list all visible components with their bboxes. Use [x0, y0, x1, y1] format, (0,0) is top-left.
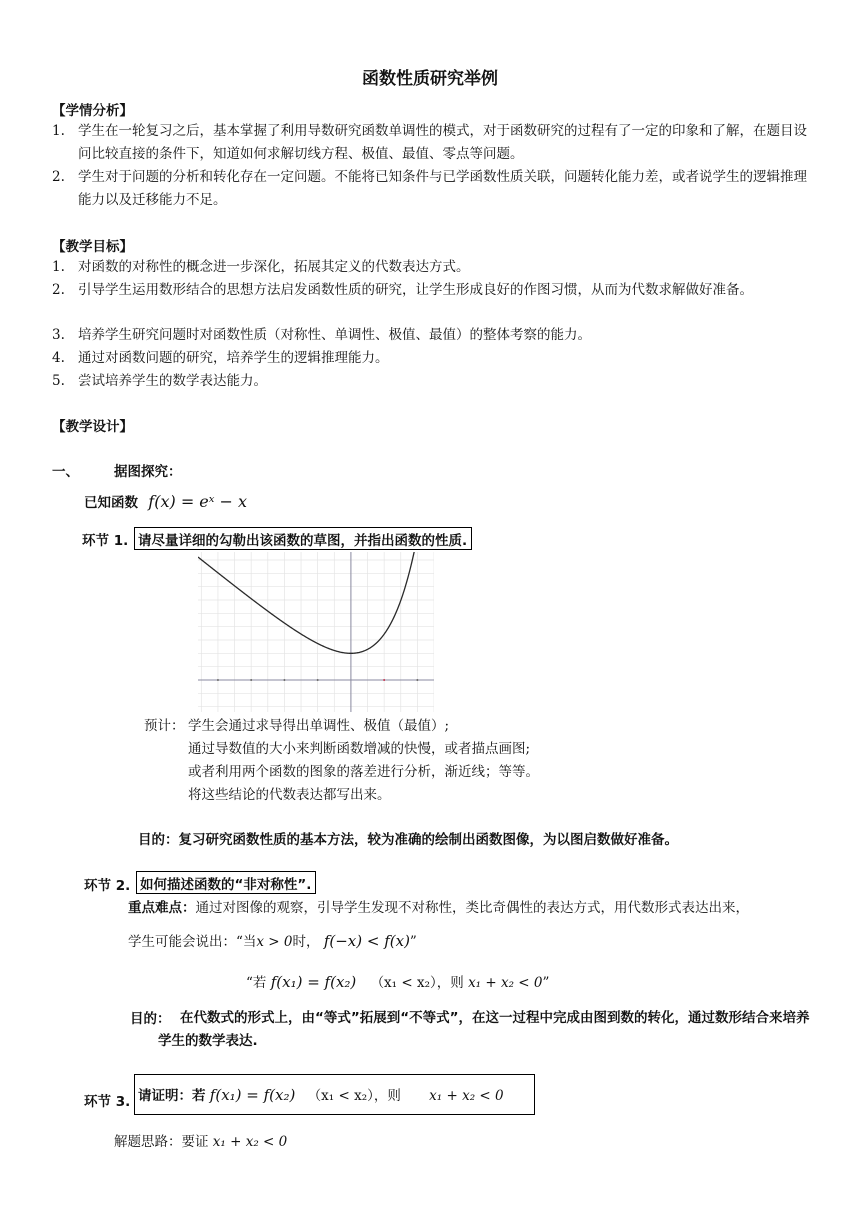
task-cond: （x₁ < x₂），则 [307, 1088, 401, 1104]
item-text: 尝试培养学生的数学表达能力。 [78, 373, 267, 389]
item-text: 通过对函数问题的研究，培养学生的逻辑推理能力。 [78, 350, 389, 366]
page-title: 函数性质研究举例 [362, 69, 498, 89]
key-label: 重点难点： [128, 900, 196, 916]
section-heading-analysis: 【学情分析】 [52, 103, 133, 119]
step2-line3 [246, 971, 549, 991]
line2-end: ” [409, 934, 417, 950]
line3-result: x₁ + x₂ < 0 [468, 975, 543, 991]
analysis-item-1 [52, 120, 812, 166]
hint-formula: x₁ + x₂ < 0 [212, 1134, 288, 1150]
predict-line-2: 通过导数值的大小来判断函数增减的快慢，或者描点画图; [188, 741, 531, 757]
line2-prefix: 学生可能会说出：“当 [128, 934, 257, 950]
x-tick-mark [383, 679, 385, 681]
line2-formula: f(−x) < f(x) [323, 932, 410, 950]
section-heading-design: 【教学设计】 [52, 419, 133, 435]
item-text: 学生在一轮复习之后，基本掌握了利用导数研究函数单调性的模式，对于函数研究的过程有了一定的印象和了解，在题目设问比较直接的条件下，知道如何求解切线方程、极值、最值、零点等问题。 [78, 123, 807, 162]
item-text: 学生对于问题的分析和转化存在一定问题。不能将已知条件与已学函数性质关联，问题转化能力差，或者说学生的逻辑推理能力以及迁移能力不足。 [78, 169, 807, 208]
item-number: 3. [52, 327, 65, 343]
x-tick-mark [250, 679, 252, 681]
predict-line-1: 学生会通过求导得出单调性、极值（最值）; [188, 718, 450, 734]
predict-line-3: 或者利用两个函数的图象的落差进行分析，渐近线；等等。 [188, 764, 539, 780]
x-tick-mark [317, 679, 319, 681]
item-text: 引导学生运用数形结合的思想方法启发函数性质的研究，让学生形成良好的作图习惯，从而为代数求解做好准备。 [78, 282, 753, 298]
x-tick-mark [416, 679, 418, 681]
goal-item-3 [52, 324, 812, 347]
task-prefix: 请证明：若 [138, 1088, 206, 1104]
item-number: 1. [52, 259, 65, 275]
given-function [84, 491, 247, 511]
goal-item-2 [52, 279, 812, 302]
item-text: 对函数的对称性的概念进一步深化，拓展其定义的代数表达方式。 [78, 259, 470, 275]
line2-cond: x > 0 [256, 934, 293, 950]
step1-purpose: 目的：复习研究函数性质的基本方法，较为准确的绘制出函数图像，为以图启数做好准备。 [138, 832, 678, 848]
item-number: 5. [52, 373, 65, 389]
step2-purpose-text [130, 1007, 810, 1053]
analysis-item-2 [52, 166, 812, 212]
step1-label: 环节 1. [82, 533, 129, 549]
given-formula: f(x) = eˣ − x [148, 492, 248, 511]
task-result: x₁ + x₂ < 0 [429, 1088, 504, 1104]
section-heading-goals: 【教学目标】 [52, 239, 133, 255]
line3-formula: f(x₁) = f(x₂) [270, 973, 357, 991]
item-number: 2. [52, 169, 65, 185]
step3-hint [114, 1130, 287, 1150]
step3-label: 环节 3. [84, 1094, 131, 1110]
graph-axes [198, 552, 434, 712]
step2-task: 如何描述函数的“非对称性”. [136, 871, 316, 894]
part-title: 据图探究： [114, 464, 182, 480]
task-formula: f(x₁) = f(x₂) [209, 1086, 296, 1104]
given-prefix: 已知函数 [84, 495, 138, 511]
x-tick-mark [217, 679, 219, 681]
x-tick-mark [283, 679, 285, 681]
line2-mid: 时， [292, 934, 320, 950]
step2-label: 环节 2. [84, 878, 131, 894]
item-number: 1. [52, 123, 65, 139]
line3-prefix: “若 [246, 975, 267, 991]
goal-item-1 [52, 256, 812, 279]
predict-label: 预计： [144, 718, 185, 734]
key-text: 通过对图像的观察，引导学生发现不对称性，类比奇偶性的表达方式，用代数形式表达出来， [195, 900, 749, 916]
graph-grid [198, 552, 434, 712]
hint-prefix: 解题思路：要证 [114, 1134, 209, 1150]
line3-cond: （x₁ < x₂），则 [370, 975, 464, 991]
step2-key [128, 896, 749, 916]
goal-item-5 [52, 370, 812, 393]
function-graph [198, 552, 434, 712]
item-number: 2. [52, 282, 65, 298]
step3-task [134, 1074, 535, 1115]
predict-line-4: 将这些结论的代数表达都写出来。 [188, 787, 391, 803]
item-text: 培养学生研究问题时对函数性质（对称性、单调性、极值、最值）的整体考察的能力。 [78, 327, 591, 343]
item-number: 4. [52, 350, 65, 366]
step2-line2 [128, 930, 417, 950]
step2-purpose-label: 目的： [130, 1011, 171, 1027]
goal-item-4 [52, 347, 812, 370]
purpose-text: 在代数式的形式上，由“等式”拓展到“不等式”，在这一过程中完成由图到数的转化，通过数形结合来培养学生的数学表达. [158, 1010, 810, 1049]
line3-end: ” [542, 975, 550, 991]
step1-task: 请尽量详细的勾勒出该函数的草图，并指出函数的性质. [134, 527, 472, 550]
part-number: 一、 [52, 464, 79, 480]
